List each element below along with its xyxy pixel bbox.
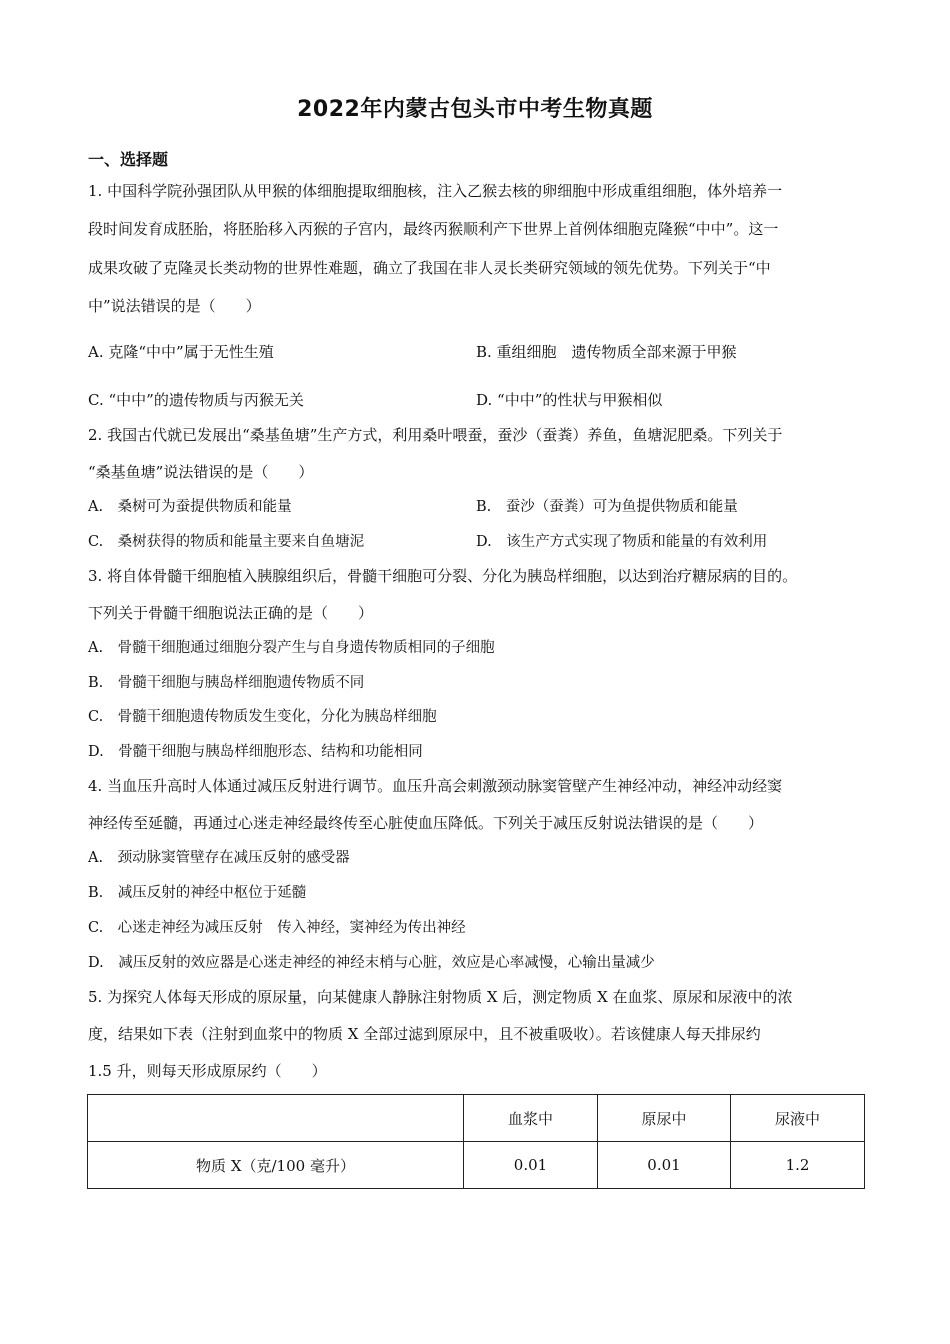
q1-line-2: 段时间发育成胚胎，将胚胎移入丙猴的子宫内，最终丙猴顺利产下世界上首例体细胞克隆猴“中中”。这一: [88, 220, 779, 238]
section-heading: 一、选择题: [88, 150, 169, 169]
q4-line-2: 神经传至延髓，再通过心迷走神经最终传至心脏使血压降低。下列关于减压反射说法错误的是（ ）: [88, 814, 764, 832]
q3-line-2: 下列关于骨髓干细胞说法正确的是（ ）: [88, 604, 374, 622]
q4-line-1: 4. 当血压升高时人体通过减压反射进行调节。血压升高会刺激颈动脉窦管壁产生神经冲动，神经冲动经窦: [88, 777, 783, 795]
q3-option-c: C. 骨髓干细胞遗传物质发生变化，分化为胰岛样细胞: [88, 709, 437, 725]
table-header-row: [88, 1095, 865, 1142]
q2-option-b: B. 蚕沙（蚕粪）可为鱼提供物质和能量: [476, 499, 738, 515]
table-header-cell: 原尿中: [598, 1095, 731, 1142]
q4-option-d: D. 减压反射的效应器是心迷走神经的神经末梢与心脏，效应是心率减慢，心输出量减少: [88, 955, 655, 971]
q5-line-1: 5. 为探究人体每天形成的原尿量，向某健康人静脉注射物质 X 后，测定物质 X 在血浆、原尿和尿液中的浓: [88, 988, 793, 1006]
q3-line-1: 3. 将自体骨髓干细胞植入胰腺组织后，骨髓干细胞可分裂、分化为胰岛样细胞，以达到治疗糖尿病的目的。: [88, 567, 798, 585]
table-header-cell: 尿液中: [731, 1095, 865, 1142]
q3-option-b: B. 骨髓干细胞与胰岛样细胞遗传物质不同: [88, 675, 365, 691]
table-cell: 0.01: [464, 1142, 598, 1189]
table-cell: 0.01: [598, 1142, 731, 1189]
q3-option-a: A. 骨髓干细胞通过细胞分裂产生与自身遗传物质相同的子细胞: [88, 640, 495, 656]
q4-option-b: B. 减压反射的神经中枢位于延髓: [88, 885, 307, 901]
q1-option-d: D. “中中”的性状与甲猴相似: [476, 391, 663, 409]
table-cell: 1.2: [731, 1142, 865, 1189]
q4-option-c: C. 心迷走神经为减压反射 传入神经，窦神经为传出神经: [88, 920, 466, 936]
q1-option-c: C. “中中”的遗传物质与丙猴无关: [88, 391, 304, 409]
q5-line-3: 1.5 升，则每天形成原尿约（ ）: [88, 1062, 327, 1080]
q2-line-1: 2. 我国古代就已发展出“桑基鱼塘”生产方式，利用桑叶喂蚕，蚕沙（蚕粪）养鱼，鱼塘泥肥桑。下列关于: [88, 426, 783, 444]
q2-option-a: A. 桑树可为蚕提供物质和能量: [88, 499, 292, 515]
q2-option-c: C. 桑树获得的物质和能量主要来自鱼塘泥: [88, 534, 365, 550]
q1-option-b: B. 重组细胞 遗传物质全部来源于甲猴: [476, 343, 737, 361]
q3-option-d: D. 骨髓干细胞与胰岛样细胞形态、结构和功能相同: [88, 744, 423, 760]
q4-option-a: A. 颈动脉窦管壁存在减压反射的感受器: [88, 850, 350, 866]
page-title: 2022年内蒙古包头市中考生物真题: [297, 97, 653, 122]
table-cell: 物质 X（克/100 毫升）: [88, 1142, 464, 1189]
q1-line-4: 中”说法错误的是（ ）: [88, 297, 261, 315]
q1-line-1: 1. 中国科学院孙强团队从甲猴的体细胞提取细胞核，注入乙猴去核的卵细胞中形成重组细胞，体外培养一: [88, 182, 783, 200]
table-header-cell: [88, 1095, 464, 1142]
q2-option-d: D. 该生产方式实现了物质和能量的有效利用: [476, 534, 768, 550]
q1-option-a: A. 克隆“中中”属于无性生殖: [88, 343, 274, 361]
table-row: [88, 1142, 865, 1189]
q5-line-2: 度，结果如下表（注射到血浆中的物质 X 全部过滤到原尿中，且不被重吸收）。若该健康人每天排尿约: [88, 1025, 761, 1043]
table-header-cell: 血浆中: [464, 1095, 598, 1142]
q2-line-2: “桑基鱼塘”说法错误的是（ ）: [88, 463, 314, 481]
data-table: [87, 1094, 865, 1189]
q1-line-3: 成果攻破了克隆灵长类动物的世界性难题，确立了我国在非人灵长类研究领域的领先优势。下列关于“中: [88, 259, 771, 277]
